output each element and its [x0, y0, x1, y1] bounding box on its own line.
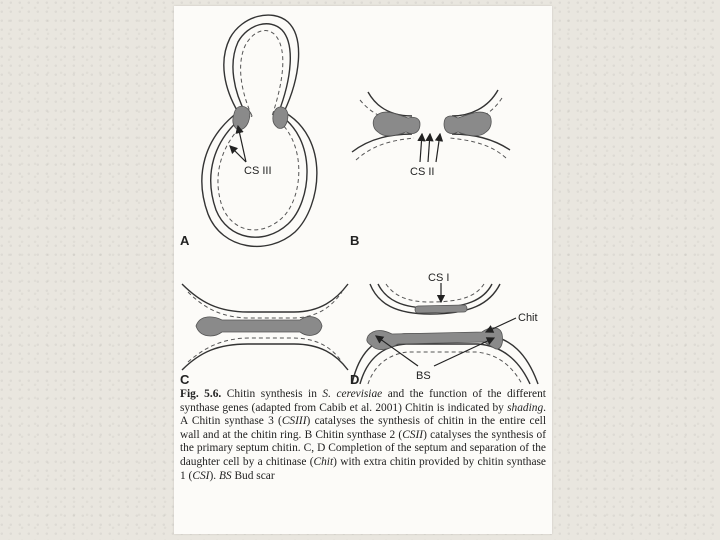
panel-d-letter: D	[350, 372, 360, 387]
panel-b-lower-wall-right	[452, 134, 510, 150]
panel-b	[350, 90, 510, 248]
caption-text: . A Chitin synthase 3 (	[180, 401, 546, 428]
panel-a-chitin-ring-right	[273, 107, 288, 128]
panel-d-label-chit: Chit	[518, 312, 538, 324]
panel-a-letter: A	[180, 233, 190, 248]
panel-a-inner-wall	[211, 24, 307, 237]
panel-b-chitin-left	[373, 112, 420, 136]
caption-text: ).	[209, 469, 219, 482]
panel-b-letter: B	[350, 233, 360, 248]
panel-c-letter: C	[180, 372, 190, 387]
caption-gene: CSIII	[281, 415, 307, 428]
caption-text: ) catalyses the synthesis of the primary septum chitin. C, D Completion of the septum and separation of the daughter cell by a chitinase (	[180, 428, 546, 468]
panel-d-cs1-chitin	[415, 305, 467, 313]
panel-a	[180, 15, 317, 248]
panel-a-label: CS III	[244, 165, 272, 177]
figure-caption	[180, 388, 546, 483]
panel-c-upper-wall	[182, 284, 348, 312]
panel-a-membrane	[218, 31, 299, 230]
caption-gene: CSII	[402, 428, 424, 441]
panel-d-label-cs: CS I	[428, 272, 450, 284]
panel-d-mother-wall-inner	[378, 284, 492, 308]
panel-c-septum-chitin	[196, 317, 322, 336]
panel-b-membrane-bottom	[356, 138, 506, 160]
caption-text: Bud scar	[231, 469, 275, 482]
panel-d-daughter-wall-inner	[360, 344, 530, 384]
panel-a-outer-wall	[202, 15, 317, 246]
panel-b-upper-wall-right	[452, 90, 498, 116]
panel-d-label-bs: BS	[416, 370, 431, 382]
panel-b-chitin-right	[444, 112, 491, 136]
panel-b-lower-wall-left	[352, 134, 412, 152]
panel-d-membrane-bottom	[368, 352, 522, 384]
caption-species: S. cerevisiae	[322, 388, 383, 400]
caption-text: Chitin synthesis in	[221, 388, 323, 400]
caption-term: shading	[507, 401, 544, 414]
caption-text: ) catalyses the synthesis of chitin in the entire cell wall and at the chitin ring. B Chitin synthase 2 (	[180, 415, 546, 441]
caption-gene: Chit	[313, 455, 334, 468]
panel-b-label: CS II	[410, 166, 435, 178]
panel-d	[350, 272, 538, 387]
caption-text: and the function of the different synthase genes (adapted from Cabib et al. 2001) Chitin is indicated by	[180, 388, 546, 414]
caption-abbrev: BS	[218, 469, 232, 482]
panel-c	[180, 284, 348, 387]
panel-d-bud-scar-chitin	[367, 328, 503, 350]
panel-d-membrane-top	[386, 284, 484, 302]
caption-fig-label: Fig. 5.6.	[180, 388, 222, 400]
panel-a-chitin-ring-left	[233, 106, 250, 130]
caption-text: ) with extra chitin provided by chitin synthase 1 (	[180, 455, 546, 482]
caption-gene: CSI	[192, 469, 210, 482]
